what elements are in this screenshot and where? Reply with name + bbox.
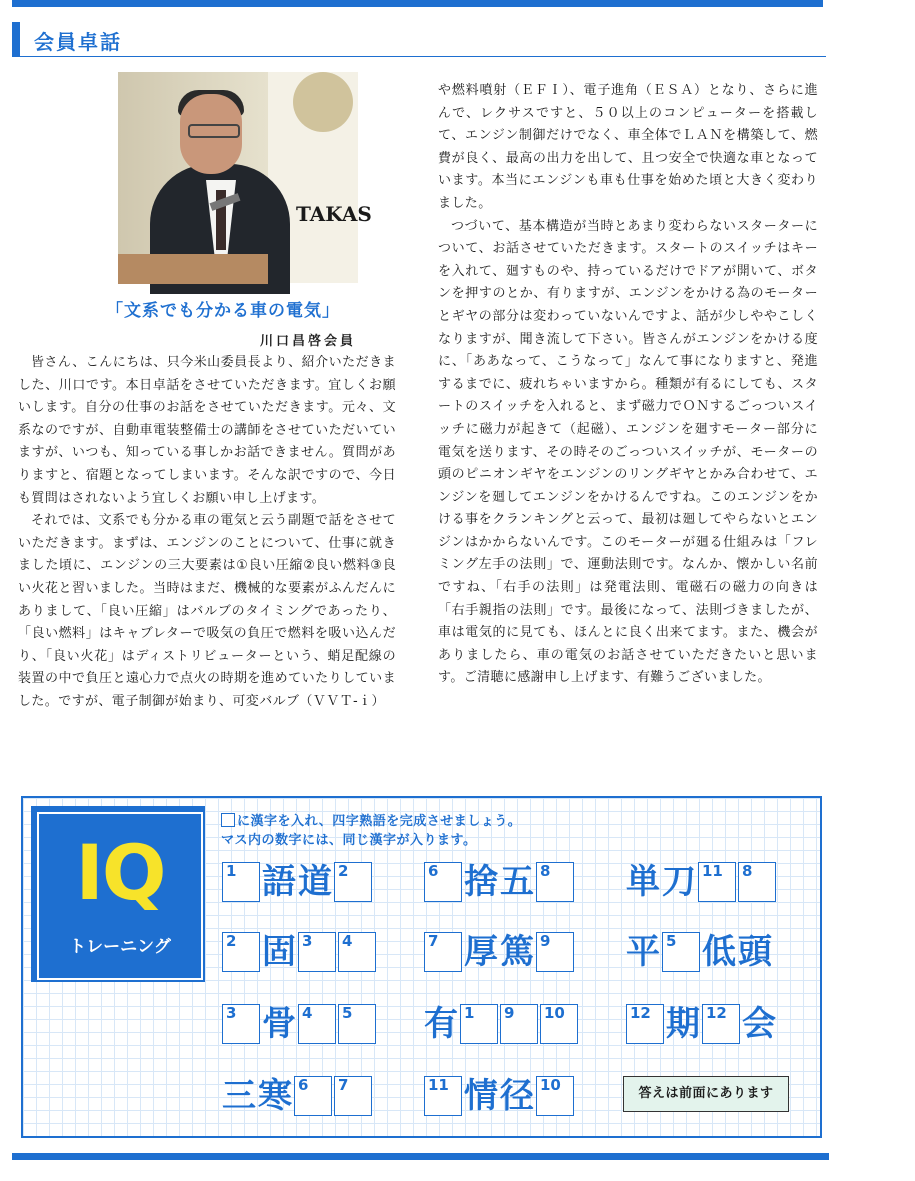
iq-logo xyxy=(31,806,205,982)
instruction-line-2: マス内の数字には、同じ漢字が入ります。 xyxy=(221,833,477,848)
paragraph: それでは、文系でも分かる車の電気と云う副題で話をさせていただきます。まずは、エンジンのことについて、仕事に就きました頃に、エンジンの三大要素は①良い圧縮②良い燃料③良い火花と習いました。当時はまだ、機械的な要素がふんだんにありまして、「良い圧縮」はバルブのタイミングであったり、「良い燃料」はキャブレターで吸気の負圧で燃料を吸い込んだり、「良い火花」はディストリビューターという、蛸足配線の装置の中で負圧と遠心力で点火の時期を進めていたりしていました。ですが、電子制御が始まり、可変バルブ（ＶＶＴ‐ｉ） xyxy=(18,513,396,709)
answer-box-number: 4 xyxy=(302,1004,313,1022)
answer-box[interactable] xyxy=(738,862,776,902)
answer-box-number: 5 xyxy=(666,932,677,950)
answer-box[interactable] xyxy=(298,1004,336,1044)
answer-box[interactable] xyxy=(460,1004,498,1044)
iq-training-box xyxy=(21,796,822,1138)
answer-box-number: 4 xyxy=(342,932,353,950)
paragraph: つづいて、基本構造が当時とあまり変わらないスターターについて、お話させていただきます。スタートのスイッチはキーを入れて、廻すものや、持っているだけでドアが開いて、ボタンを押すのとか、有りますが、エンジンをかける為のモーターとギヤの部分は変わっていないんですよ、話が少しややこしくなりますが、聞き流して下さい。皆さんがエンジンをかける度に、「ああなって、こうなって」なんて事になりますと、発進するまでに、疲れちゃいますから。種類が有るにしても、スタートのスイッチを入れると、まず磁力でＯＮするごっついスイッチに磁力が起きて（起磁）、エンジンを廻すモーター部分に電気を送ります、その時そのごっついスイッチが、モーターの頭のピニオンギヤをエンジンのリングギヤとかみ合わせて、エンジンを廻してエンジンをかけるんですね。このエンジンをかける事をクランキングと云って、最初は廻してやらないとエンジンはかからないんです。このモーターが廻る仕組みは「フレミング左手の法則」で、運動法則です。なんか、懐かしい名前ですね、「右手の法則」は発電法則、電磁石の磁力の向きは「右手親指の法則」です。最後になって、法則づきましたが、車は電気的に見ても、ほんとに良く出来てます。また、機会がありましたら、車の電気のお話させていただきたいと思います。ご清聴に感謝申し上げます、有難うございました。 xyxy=(438,218,818,686)
answer-box[interactable] xyxy=(702,1004,740,1044)
iq-logo-subtitle: トレーニング xyxy=(69,937,171,957)
answer-box-number: 9 xyxy=(504,1004,515,1022)
answer-box[interactable] xyxy=(222,862,260,902)
instruction-line-1: に漢字を入れ、四字熟語を完成させましょう。 xyxy=(237,814,522,829)
puzzle-kanji: 有 xyxy=(424,1004,458,1044)
puzzle-kanji: 会 xyxy=(742,1004,776,1044)
puzzle-kanji: 篤 xyxy=(500,932,534,972)
answer-box[interactable] xyxy=(424,862,462,902)
yoji-puzzle xyxy=(625,858,777,902)
answer-box-number: 3 xyxy=(302,932,313,950)
answer-box-number: 11 xyxy=(702,862,723,880)
answer-box-number: 7 xyxy=(428,932,439,950)
podium xyxy=(118,254,268,284)
puzzle-kanji: 低 xyxy=(702,932,736,972)
top-rule xyxy=(12,0,823,7)
yoji-puzzle xyxy=(423,1072,575,1116)
puzzle-kanji: 骨 xyxy=(262,1004,296,1044)
answer-box[interactable] xyxy=(338,932,376,972)
answer-box-number: 10 xyxy=(544,1004,565,1022)
yoji-puzzle xyxy=(221,928,377,972)
answer-box[interactable] xyxy=(222,932,260,972)
answer-box[interactable] xyxy=(662,932,700,972)
answer-box[interactable] xyxy=(294,1076,332,1116)
yoji-puzzle xyxy=(625,1000,777,1044)
answer-box-number: 3 xyxy=(226,1004,237,1022)
yoji-puzzle xyxy=(221,1000,377,1044)
answer-box-number: 11 xyxy=(428,1076,449,1094)
puzzle-kanji: 五 xyxy=(500,862,534,902)
yoji-puzzle xyxy=(423,1000,579,1044)
puzzle-kanji: 径 xyxy=(500,1076,534,1116)
header-tab-mark xyxy=(12,22,20,56)
article-column-left xyxy=(18,352,396,714)
yoji-puzzle xyxy=(423,928,575,972)
yoji-puzzle xyxy=(625,928,773,972)
yoji-puzzle xyxy=(221,1072,373,1116)
puzzle-kanji: 頭 xyxy=(738,932,772,972)
puzzle-kanji: 刀 xyxy=(662,862,696,902)
answer-box-number: 1 xyxy=(226,862,237,880)
puzzle-kanji: 平 xyxy=(626,932,660,972)
yoji-puzzle xyxy=(221,858,373,902)
answer-box-number: 12 xyxy=(630,1004,651,1022)
puzzle-kanji: 道 xyxy=(298,862,332,902)
answer-box[interactable] xyxy=(536,932,574,972)
answer-box-number: 5 xyxy=(342,1004,353,1022)
puzzle-kanji: 厚 xyxy=(464,932,498,972)
yoji-puzzle xyxy=(423,858,575,902)
article-title: 「文系でも分かる車の電気」 xyxy=(106,301,340,321)
answer-box-number: 8 xyxy=(742,862,753,880)
answer-box[interactable] xyxy=(536,1076,574,1116)
article-author: 川口昌啓会員 xyxy=(260,334,357,349)
answer-box-number: 1 xyxy=(464,1004,475,1022)
section-header xyxy=(12,22,826,57)
paragraph: 皆さん、こんにちは、只今米山委員長より、紹介いただきました、川口です。本日卓話をさせていただきます。宜しくお願いします。自分の仕事のお話をさせていただきます。元々、文系なのですが、自動車電装整備士の講師をさせていただいていますが、いつも、知っている事しかお話できません。質問がありますと、宿題となってしまいます。そんな訳ですので、今日も質問はされないよう宜しくお願い申し上げます。 xyxy=(18,355,396,506)
answer-box-number: 12 xyxy=(706,1004,727,1022)
puzzle-kanji: 捨 xyxy=(464,862,498,902)
answer-box-number: 9 xyxy=(540,932,551,950)
puzzle-kanji: 固 xyxy=(262,932,296,972)
answer-box[interactable] xyxy=(424,1076,462,1116)
answer-box[interactable] xyxy=(338,1004,376,1044)
answer-box[interactable] xyxy=(424,932,462,972)
rotary-emblem xyxy=(293,72,353,132)
puzzle-kanji: 期 xyxy=(666,1004,700,1044)
answer-box-number: 6 xyxy=(428,862,439,880)
puzzle-kanji: 寒 xyxy=(258,1076,292,1116)
answer-box-number: 10 xyxy=(540,1076,561,1094)
answer-box-number: 8 xyxy=(540,862,551,880)
answer-box[interactable] xyxy=(540,1004,578,1044)
section-title: 会員卓話 xyxy=(34,30,122,54)
answer-box[interactable] xyxy=(222,1004,260,1044)
answer-box-number: 6 xyxy=(298,1076,309,1094)
answer-box-number: 2 xyxy=(226,932,237,950)
answer-box[interactable] xyxy=(334,862,372,902)
answer-box-number: 2 xyxy=(338,862,349,880)
answer-box[interactable] xyxy=(334,1076,372,1116)
puzzle-kanji: 単 xyxy=(626,862,660,902)
answer-box-number: 7 xyxy=(338,1076,349,1094)
iq-logo-text: IQ xyxy=(75,828,165,917)
answer-box[interactable] xyxy=(500,1004,538,1044)
iq-instructions xyxy=(221,812,521,850)
answer-box[interactable] xyxy=(536,862,574,902)
banner-text: TAKAS xyxy=(296,202,372,226)
answer-box[interactable] xyxy=(626,1004,664,1044)
speaker-photo xyxy=(118,72,372,283)
answer-box[interactable] xyxy=(698,862,736,902)
answer-box[interactable] xyxy=(298,932,336,972)
answer-note: 答えは前面にあります xyxy=(623,1076,789,1112)
puzzle-kanji: 情 xyxy=(464,1076,498,1116)
paragraph: や燃料噴射（ＥＦＩ）、電子進角（ＥＳＡ）となり、さらに進んで、レクサスですと、５０以上のコンピューターを搭載して、エンジン制御だけでなく、車全体でＬＡＮを構築して、燃費が良く、最高の出力を出して、且つ安全で快適な車となっています。本当にエンジンも車も仕事を始めた頃と大きく変わりました。 xyxy=(438,83,818,211)
puzzle-kanji: 三 xyxy=(222,1076,256,1116)
puzzle-kanji: 語 xyxy=(262,862,296,902)
blank-square-icon xyxy=(221,813,235,827)
article-column-right xyxy=(438,80,818,690)
bottom-rule xyxy=(12,1153,829,1160)
